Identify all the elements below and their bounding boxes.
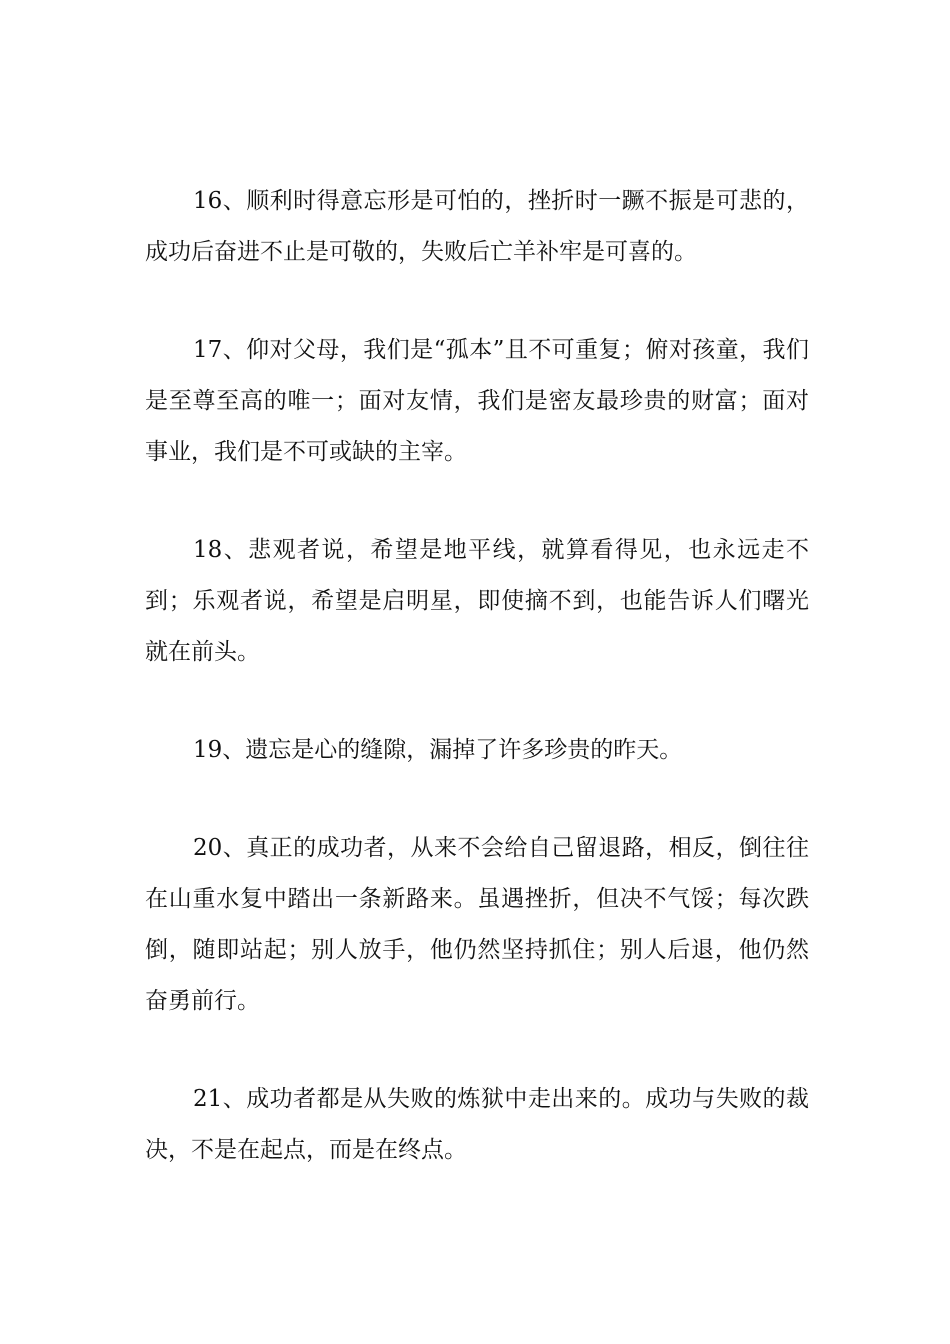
paragraph-18: 18、悲观者说，希望是地平线，就算看得见，也永远走不到；乐观者说，希望是启明星，即使摘不到，也能告诉人们曙光就在前头。: [145, 537, 809, 665]
paragraph-21: 21、成功者都是从失败的炼狱中走出来的。成功与失败的裁决，不是在起点，而是在终点。: [145, 1086, 809, 1163]
paragraph-16: 16、顺利时得意忘形是可怕的，挫折时一蹶不振是可悲的，成功后奋进不止是可敬的，失败后亡羊补牢是可喜的。: [145, 188, 809, 265]
paragraph-19: 19、遗忘是心的缝隙，漏掉了许多珍贵的昨天。: [193, 737, 683, 763]
paragraph-20: 20、真正的成功者，从来不会给自己留退路，相反，倒往往在山重水复中踏出一条新路来。虽遇挫折，但决不气馁；每次跌倒，随即站起；别人放手，他仍然坚持抓住；别人后退，他仍然奋勇前行。: [145, 835, 809, 1014]
document-body: [145, 176, 809, 1223]
paragraph-17: 17、仰对父母，我们是“孤本”且不可重复；俯对孩童，我们是至尊至高的唯一；面对友情，我们是密友最珍贵的财富；面对事业，我们是不可或缺的主宰。: [145, 337, 809, 465]
